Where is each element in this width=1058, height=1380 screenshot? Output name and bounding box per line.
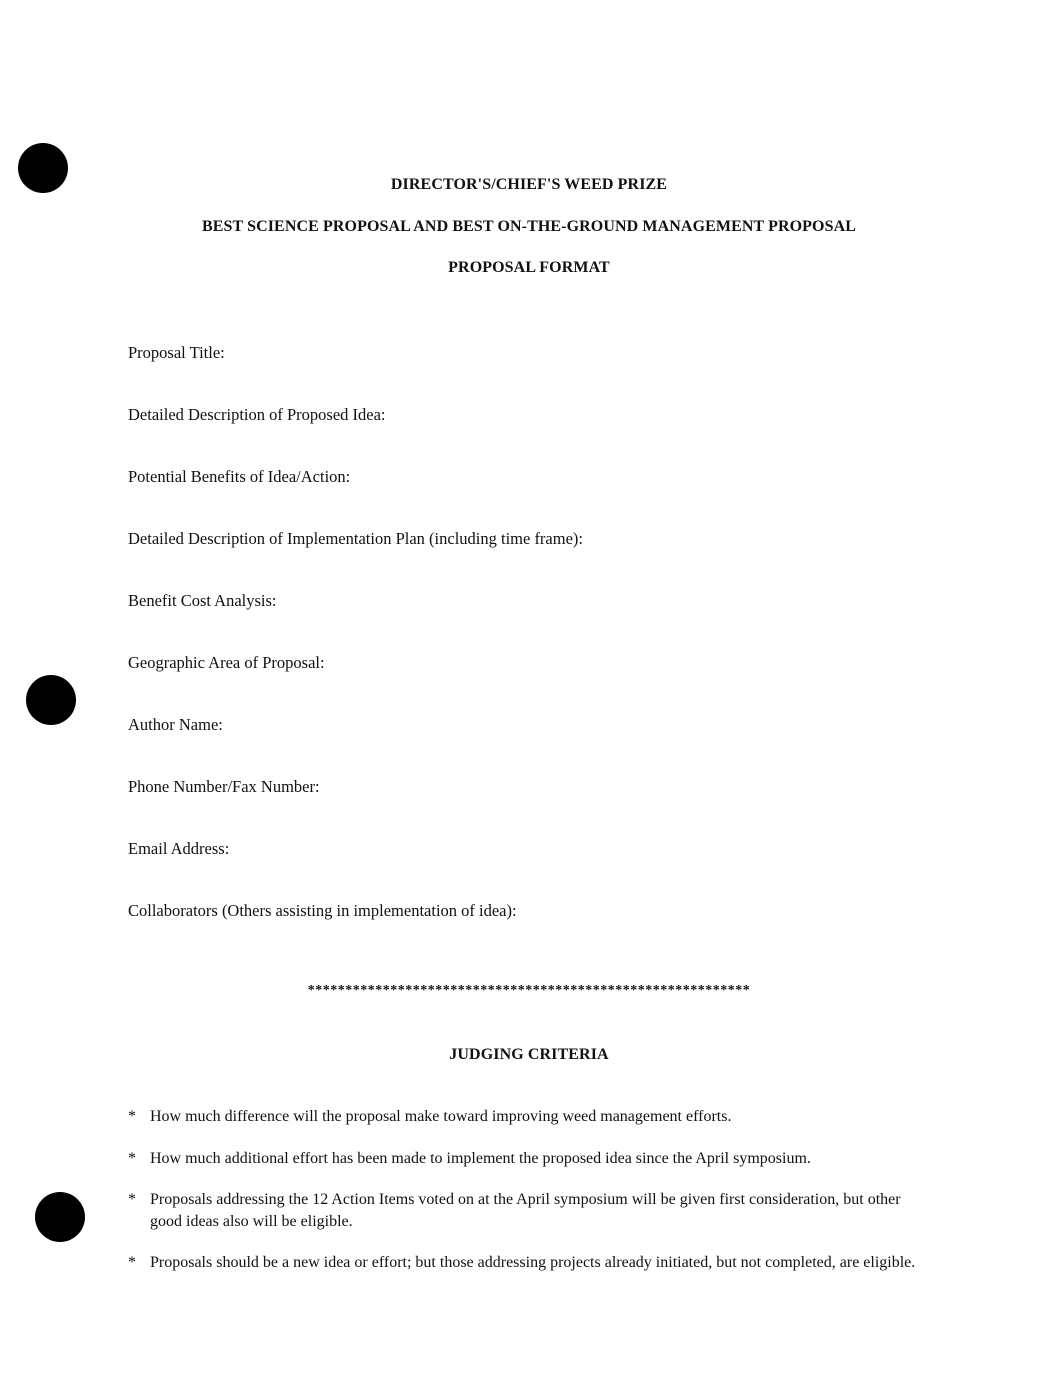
criteria-item bbox=[128, 1189, 918, 1233]
field-detailed-description: Detailed Description of Proposed Idea: bbox=[128, 405, 386, 424]
criteria-item-text: Proposals addressing the 12 Action Items voted on at the April symposium will be given first consideration, but other good ideas also will be eligible. bbox=[150, 1191, 901, 1230]
bullet-asterisk: * bbox=[128, 1150, 136, 1167]
field-author-name: Author Name: bbox=[128, 715, 223, 734]
bullet-asterisk: * bbox=[128, 1254, 136, 1271]
field-geographic-area: Geographic Area of Proposal: bbox=[128, 653, 325, 672]
field-benefit-cost-analysis: Benefit Cost Analysis: bbox=[128, 591, 277, 610]
bullet-asterisk: * bbox=[128, 1191, 136, 1208]
field-email-address: Email Address: bbox=[128, 839, 230, 858]
criteria-item-text: Proposals should be a new idea or effort; but those addressing projects already initiated, but not completed, are eligible. bbox=[150, 1254, 916, 1271]
field-implementation-plan: Detailed Description of Implementation Plan (including time frame): bbox=[128, 529, 583, 548]
punch-hole-middle bbox=[26, 675, 76, 725]
field-potential-benefits: Potential Benefits of Idea/Action: bbox=[128, 467, 351, 486]
criteria-item bbox=[128, 1148, 918, 1170]
document-title: DIRECTOR'S/CHIEF'S WEED PRIZE bbox=[390, 176, 668, 193]
punch-hole-bottom bbox=[35, 1192, 85, 1242]
asterisk-separator: *********************************************************** bbox=[307, 983, 751, 998]
field-phone-fax: Phone Number/Fax Number: bbox=[128, 777, 320, 796]
bullet-asterisk: * bbox=[128, 1108, 136, 1125]
criteria-item bbox=[128, 1106, 918, 1128]
judging-criteria-heading: JUDGING CRITERIA bbox=[449, 1046, 609, 1063]
criteria-item-text: How much difference will the proposal make toward improving weed management efforts. bbox=[150, 1108, 732, 1125]
criteria-item bbox=[128, 1252, 918, 1274]
proposal-format-heading: PROPOSAL FORMAT bbox=[448, 259, 610, 276]
criteria-item-text: How much additional effort has been made to implement the proposed idea since the April symposium. bbox=[150, 1150, 811, 1167]
field-collaborators: Collaborators (Others assisting in implementation of idea): bbox=[128, 901, 517, 920]
field-proposal-title: Proposal Title: bbox=[128, 343, 225, 362]
document-subtitle: BEST SCIENCE PROPOSAL AND BEST ON-THE-GROUND MANAGEMENT PROPOSAL bbox=[201, 218, 857, 235]
